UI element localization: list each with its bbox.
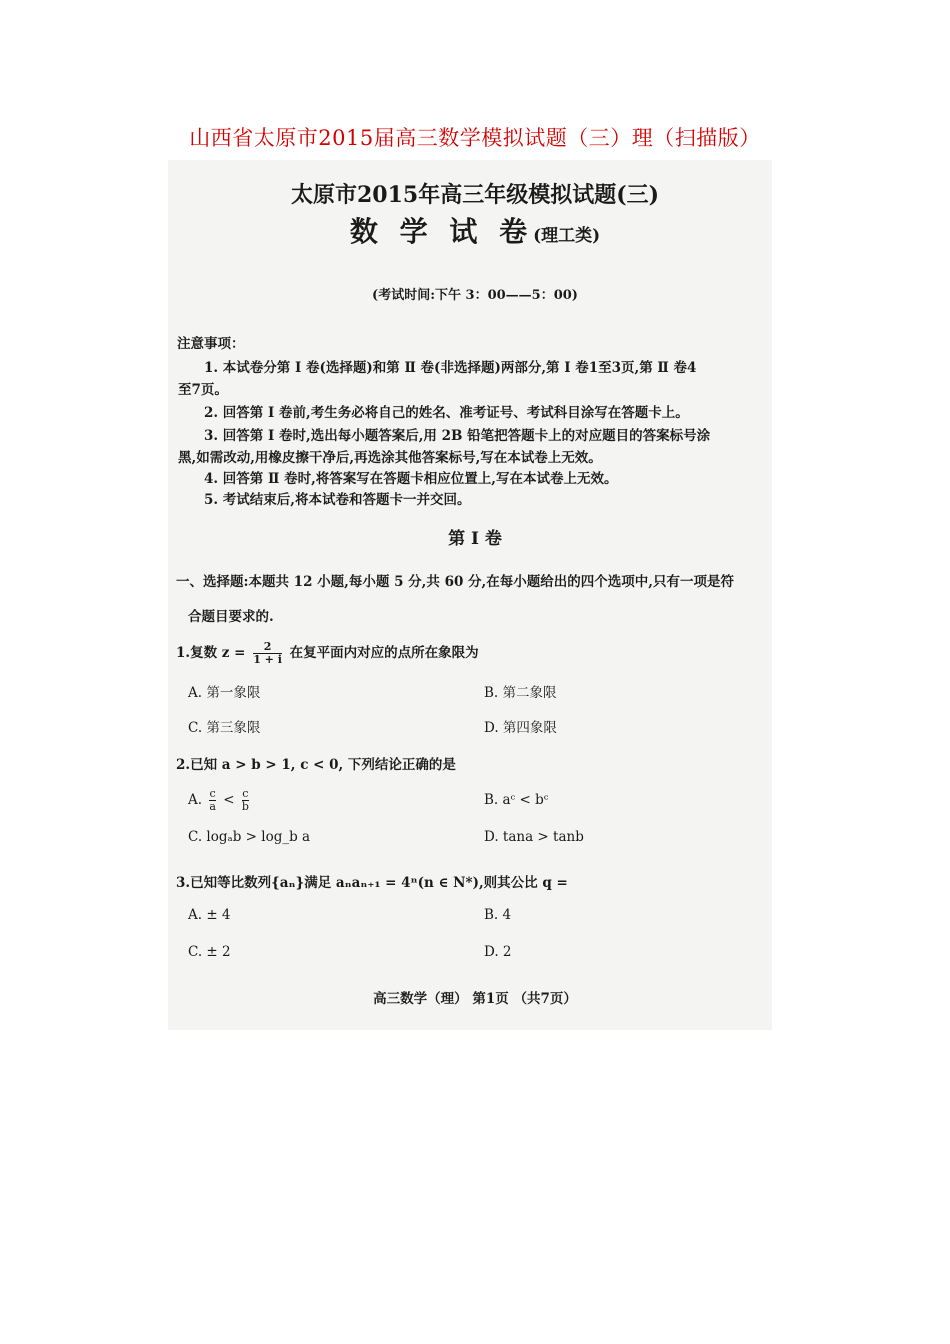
subject-note: (理工类): [533, 226, 601, 246]
q1-suffix: 在复平面内对应的点所在象限为: [289, 645, 479, 661]
q3-option-d: D. 2: [484, 944, 512, 960]
q1-option-a: A. 第一象限: [188, 685, 261, 701]
question-1: [176, 641, 479, 666]
q2-a-label: A.: [188, 792, 203, 808]
exam-title: 太原市2015年高三年级模拟试题(三): [290, 182, 660, 208]
q2-a-den2: b: [241, 800, 249, 813]
q2-option-d: D. tana > tanb: [484, 829, 584, 845]
section-heading: 一、选择题:本题共 12 小题,每小题 5 分,共 60 分,在每小题给出的四个选项中,只有一项是符: [176, 574, 734, 590]
q2-a-frac2: [242, 788, 249, 813]
q2-option-c: C. logₐb > log_b a: [188, 829, 311, 845]
q1-fraction: [253, 641, 282, 666]
note-item: 至7页。: [178, 382, 228, 398]
q1-prefix: 1.复数 z =: [176, 645, 246, 661]
note-item: 2. 回答第 Ⅰ 卷前,考生务必将自己的姓名、准考证号、考试科目涂写在答题卡上。: [204, 405, 689, 421]
volume-heading: 第 Ⅰ 卷: [448, 529, 502, 549]
q2-a-num2: c: [242, 787, 249, 800]
subject-name: 数 学 试 卷: [349, 215, 534, 248]
subject-title: [0, 210, 950, 250]
q1-num: 2: [263, 640, 272, 653]
page-footer: 高三数学（理） 第1页 （共7页）: [373, 991, 577, 1007]
question-2: 2.已知 a > b > 1, c < 0, 下列结论正确的是: [176, 757, 456, 773]
question-3: 3.已知等比数列{aₙ}满足 aₙaₙ₊₁ = 4ⁿ(n ∈ N*),则其公比 q =: [176, 875, 568, 891]
note-item: 黑,如需改动,用橡皮擦干净后,再选涂其他答案标号,写在本试卷上无效。: [178, 450, 602, 466]
exam-time: (考试时间:下午 3：00——5：00): [372, 288, 578, 303]
section-heading-cont: 合题目要求的.: [188, 609, 274, 625]
q1-option-c: C. 第三象限: [188, 720, 261, 736]
q2-a-frac1: [209, 788, 216, 813]
document-title: 山西省太原市2015届高三数学模拟试题（三）理（扫描版）: [189, 126, 761, 150]
q1-den: 1 + i: [253, 653, 282, 666]
q1-option-d: D. 第四象限: [484, 720, 557, 736]
q2-a-den1: a: [209, 800, 216, 813]
q2-a-rel: <: [223, 792, 235, 808]
q3-option-a: A. ± 4: [188, 907, 231, 923]
q3-option-b: B. 4: [484, 907, 512, 923]
note-item: 3. 回答第 Ⅰ 卷时,选出每小题答案后,用 2B 铅笔把答题卡上的对应题目的答案标号涂: [204, 428, 711, 444]
note-item: 1. 本试卷分第 Ⅰ 卷(选择题)和第 Ⅱ 卷(非选择题)两部分,第 Ⅰ 卷1至3页,第 Ⅱ 卷4: [204, 360, 697, 376]
notes-heading: 注意事项：: [177, 336, 245, 352]
q2-a-num1: c: [209, 787, 216, 800]
q3-option-c: C. ± 2: [188, 944, 231, 960]
note-item: 4. 回答第 Ⅱ 卷时,将答案写在答题卡相应位置上,写在本试卷上无效。: [204, 471, 618, 487]
note-item: 5. 考试结束后,将本试卷和答题卡一并交回。: [204, 492, 471, 508]
q2-option-b: B. aᶜ < bᶜ: [484, 792, 549, 808]
q2-option-a: [188, 788, 252, 813]
q1-option-b: B. 第二象限: [484, 685, 557, 701]
